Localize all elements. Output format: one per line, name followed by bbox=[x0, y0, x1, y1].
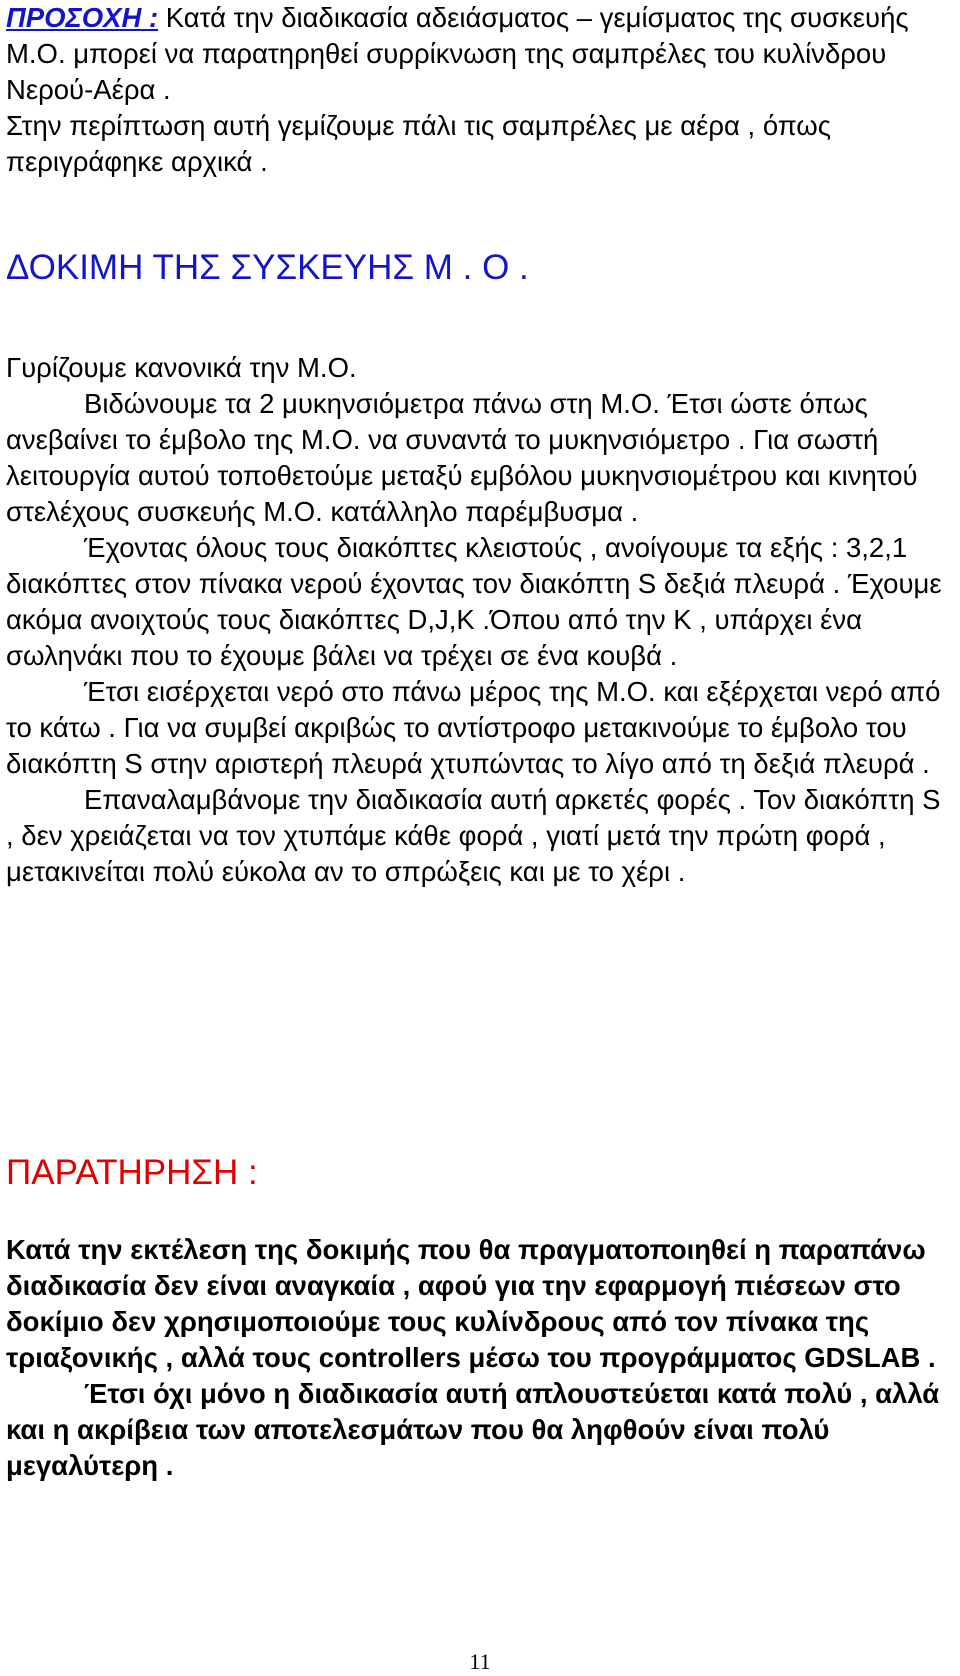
test-paragraph-4: Επαναλαμβάνομε την διαδικασία αυτή αρκετές φορές . Τον διακόπτη S , δεν χρειάζεται να τον χτυπάμε κάθε φορά , γιατί μετά την πρώτη φορά , μετακινείται πολύ εύκολα αν το σπρώξεις και με το χέρι . bbox=[6, 784, 941, 887]
note-section-heading: ΠΑΡΑΤΗΡΗΣΗ : bbox=[6, 1153, 258, 1192]
note-section-body bbox=[6, 1232, 946, 1484]
note-paragraph-1: Κατά την εκτέλεση της δοκιμής που θα πραγματοποιηθεί η παραπάνω διαδικασία δεν είναι αναγκαία , αφού για την εφαρμογή πιέσεων στο δοκίμιο δεν χρησιμοποιούμε τους κυλίνδρους από τον πίνακα της τριαξονικής , αλλά τους controllers μέσω του προγράμματος GDSLAB . bbox=[6, 1234, 936, 1373]
test-section-heading: ΔΟΚΙΜΗ ΤΗΣ ΣΥΣΚΕΥΗΣ Μ . Ο . bbox=[6, 248, 529, 287]
note-paragraph-2: Έτσι όχι μόνο η διαδικασία αυτή απλουστεύεται κατά πολύ , αλλά και η ακρίβεια των αποτελεσμάτων που θα ληφθούν είναι πολύ μεγαλύτερη . bbox=[6, 1378, 940, 1481]
caution-paragraph-2: Στην περίπτωση αυτή γεμίζουμε πάλι τις σαμπρέλες με αέρα , όπως περιγράφηκε αρχικά . bbox=[6, 110, 832, 177]
caution-text: Κατά την διαδικασία αδειάσματος – γεμίσματος της συσκευής Μ.Ο. μπορεί να παρατηρηθεί συρρίκνωση της σαμπρέλες του κυλίνδρου Νερού-Αέρα . bbox=[6, 2, 909, 105]
test-paragraph-2: Έχοντας όλους τους διακόπτες κλειστούς , ανοίγουμε τα εξής : 3,2,1 διακόπτες στον πίνακα νερού έχοντας τον διακόπτη S δεξιά πλευρά . Έχουμε ακόμα ανοιχτούς τους διακόπτες D,J,K .Όπου από την K , υπάρχει ένα σωληνάκι που το έχουμε βάλει να τρέχει σε ένα κουβά . bbox=[6, 532, 942, 671]
page-number: 11 bbox=[469, 1649, 491, 1674]
test-section-body bbox=[6, 350, 946, 890]
caution-paragraph bbox=[6, 0, 946, 108]
test-paragraph-3: Έτσι εισέρχεται νερό στο πάνω μέρος της Μ.Ο. και εξέρχεται νερό από το κάτω . Για να συμβεί ακριβώς το αντίστροφο μετακινούμε το έμβολο του διακόπτη S στην αριστερή πλευρά χτυπώντας το λίγο από τη δεξιά πλευρά . bbox=[6, 676, 941, 779]
test-intro-line: Γυρίζουμε κανονικά την Μ.Ο. bbox=[6, 352, 357, 383]
test-paragraph-1: Βιδώνουμε τα 2 μυκηνσιόμετρα πάνω στη Μ.Ο. Έτσι ώστε όπως ανεβαίνει το έμβολο της Μ.Ο. να συναντά το μυκηνσιόμετρο . Για σωστή λειτουργία αυτού τοποθετούμε μεταξύ εμβόλου μυκηνσιομέτρου και κινητού στελέχους συσκευής Μ.Ο. κατάλληλο παρέμβυσμα . bbox=[6, 388, 918, 527]
caution-block bbox=[6, 0, 946, 180]
caution-label: ΠΡΟΣΟΧΗ : bbox=[6, 2, 159, 33]
